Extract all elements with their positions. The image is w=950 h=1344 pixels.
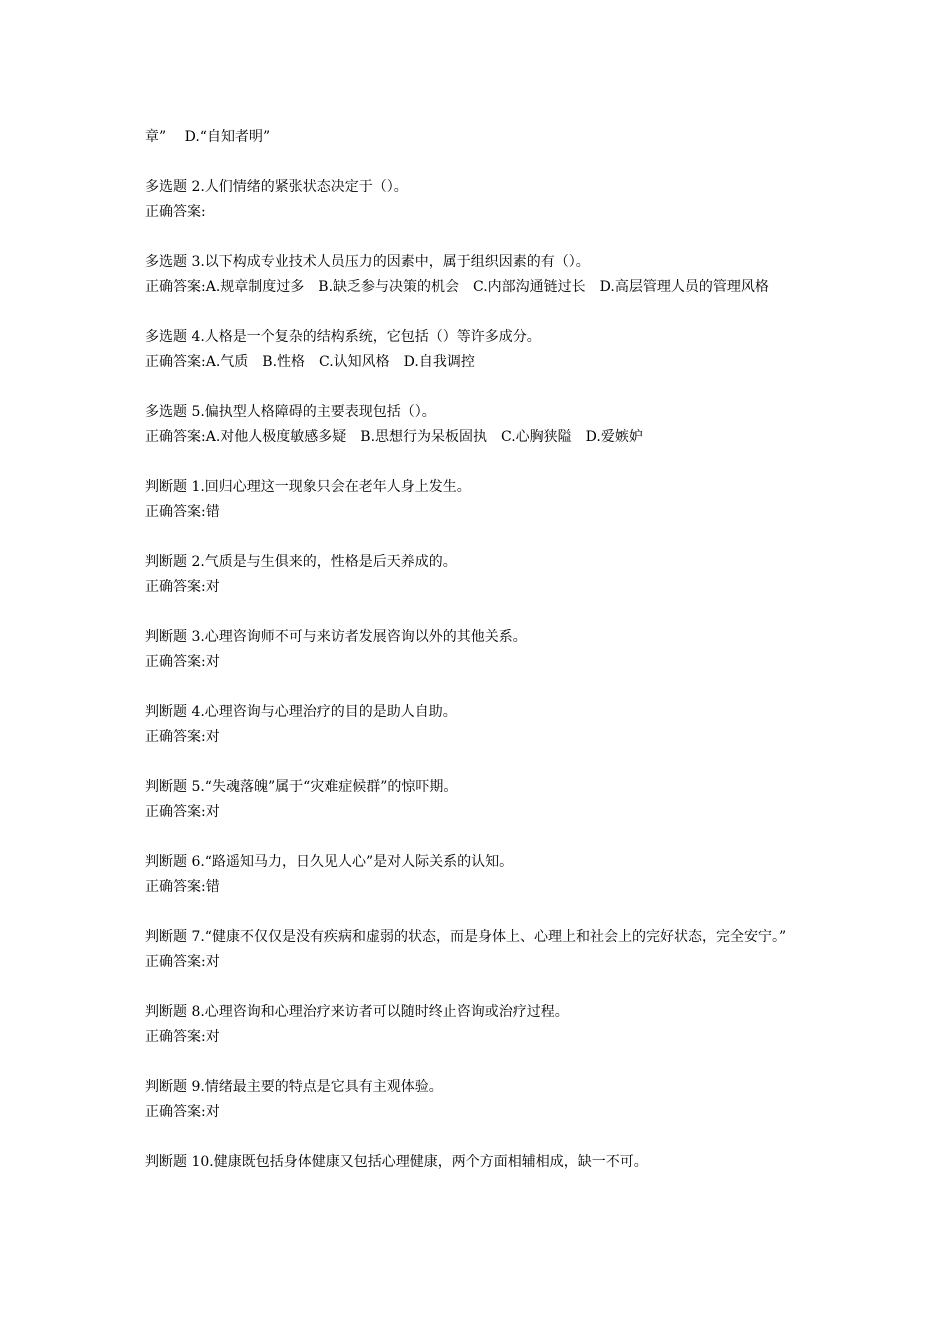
question-text: 判断题 7.“健康不仅仅是没有疾病和虚弱的状态，而是身体上、心理上和社会上的完好状态，完全安宁。” xyxy=(145,929,787,945)
question-text: 判断题 4.心理咨询与心理治疗的目的是助人自助。 xyxy=(145,704,457,720)
answer-text: 正确答案:对 xyxy=(145,1029,220,1045)
question-text: 判断题 10.健康既包括身体健康又包括心理健康，两个方面相辅相成，缺一不可。 xyxy=(145,1154,648,1170)
answer-text: 正确答案:A.对他人极度敏感多疑 B.思想行为呆板固执 C.心胸狭隘 D.爱嫉妒 xyxy=(145,429,643,445)
answer-text: 正确答案:对 xyxy=(145,579,220,595)
question-text: 判断题 5.“失魂落魄”属于“灾难症候群”的惊吓期。 xyxy=(145,779,458,795)
document-page xyxy=(145,125,815,1200)
question-item xyxy=(145,1150,815,1175)
continuation-block xyxy=(145,125,815,150)
question-text: 判断题 1.回归心理这一现象只会在老年人身上发生。 xyxy=(145,479,471,495)
question-text: 多选题 5.偏执型人格障碍的主要表现包括（）。 xyxy=(145,404,436,420)
question-item xyxy=(145,1075,815,1125)
answer-text: 正确答案:错 xyxy=(145,879,220,895)
question-text: 判断题 8.心理咨询和心理治疗来访者可以随时终止咨询或治疗过程。 xyxy=(145,1004,569,1020)
continuation-line: 章” D.“自知者明” xyxy=(145,129,271,145)
answer-text: 正确答案:A.规章制度过多 B.缺乏参与决策的机会 C.内部沟通链过长 D.高层管理人员的管理风格 xyxy=(145,279,769,295)
question-text: 判断题 2.气质是与生俱来的，性格是后天养成的。 xyxy=(145,554,457,570)
answer-text: 正确答案:A.气质 B.性格 C.认知风格 D.自我调控 xyxy=(145,354,475,370)
question-item xyxy=(145,700,815,750)
answer-text: 正确答案:错 xyxy=(145,504,220,520)
question-text: 多选题 3.以下构成专业技术人员压力的因素中，属于组织因素的有（）。 xyxy=(145,254,590,270)
answer-text: 正确答案:对 xyxy=(145,804,220,820)
question-item xyxy=(145,925,815,975)
question-item xyxy=(145,625,815,675)
question-item xyxy=(145,325,815,375)
question-text: 多选题 2.人们情绪的紧张状态决定于（）。 xyxy=(145,179,408,195)
question-item xyxy=(145,775,815,825)
question-text: 判断题 3.心理咨询师不可与来访者发展咨询以外的其他关系。 xyxy=(145,629,527,645)
answer-text: 正确答案:对 xyxy=(145,1104,220,1120)
question-item xyxy=(145,850,815,900)
answer-text: 正确答案:对 xyxy=(145,954,220,970)
question-item xyxy=(145,1000,815,1050)
question-text: 判断题 9.情绪最主要的特点是它具有主观体验。 xyxy=(145,1079,443,1095)
question-item xyxy=(145,175,815,225)
question-item xyxy=(145,400,815,450)
answer-text: 正确答案: xyxy=(145,204,206,220)
question-text: 判断题 6.“路遥知马力，日久见人心”是对人际关系的认知。 xyxy=(145,854,514,870)
question-item xyxy=(145,250,815,300)
question-text: 多选题 4.人格是一个复杂的结构系统，它包括（）等许多成分。 xyxy=(145,329,541,345)
answer-text: 正确答案:对 xyxy=(145,654,220,670)
answer-text: 正确答案:对 xyxy=(145,729,220,745)
question-item xyxy=(145,475,815,525)
question-item xyxy=(145,550,815,600)
